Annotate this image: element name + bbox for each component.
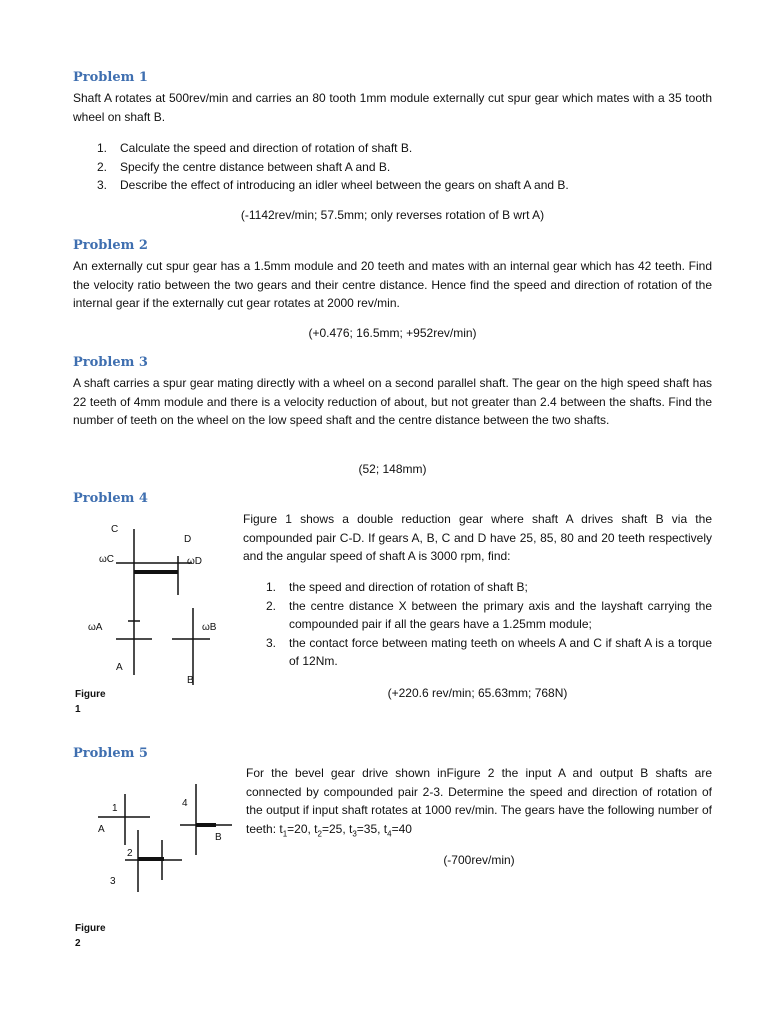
figure-1-caption: Figure 1 [75, 689, 106, 715]
figure-2-bevel-gear-diagram [90, 780, 240, 905]
problem-5-title: Problem 5 [73, 746, 148, 761]
label-b: B [215, 832, 222, 843]
problem-1-text: Shaft A rotates at 500rev/min and carries an 80 tooth 1mm module externally cut spur gear which mates with a 35 tooth wheel on shaft B. [73, 91, 712, 124]
problem-3-answer: (52; 148mm) [358, 462, 427, 476]
label-2: 2 [127, 848, 133, 859]
figure-2-caption: Figure 2 [75, 923, 106, 949]
compound-shaft-cd [134, 570, 178, 574]
label-omega-c: ωC [99, 554, 115, 565]
problem-5-answer: (-700rev/min) [443, 853, 515, 867]
problem-1-answer: (-1142rev/min; 57.5mm; only reverses rotation of B wrt A) [240, 208, 545, 222]
compound-shaft-23 [138, 857, 164, 861]
list-item: 1. the speed and direction of rotation of shaft B; [266, 580, 528, 594]
problem-4-title: Problem 4 [73, 491, 148, 506]
label-a: A [98, 824, 105, 835]
figure-1-gear-diagram [80, 515, 230, 690]
problem-2-text: An externally cut spur gear has a 1.5mm module and 20 teeth and mates with an internal gear which has 42 teeth. Find the velocity ratio between the two gears and their centre distance. Hence find the speed and direction of rotation of the internal gear if the externally cut gear rotates at 2000 rev/min. [73, 259, 712, 310]
label-b: B [187, 675, 194, 686]
list-item: 3. Describe the effect of introducing an idler wheel between the gears on shaft A and B. [97, 178, 569, 192]
list-item: 3. the contact force between mating teeth on wheels A and C if shaft A is a torque of 12Nm. [266, 635, 712, 668]
label-omega-b: ωB [202, 622, 217, 633]
problem-2-answer: (+0.476; 16.5mm; +952rev/min) [308, 326, 477, 340]
list-item: 1. Calculate the speed and direction of rotation of shaft B. [97, 141, 413, 155]
label-1: 1 [112, 803, 118, 814]
problem-3-title: Problem 3 [73, 355, 148, 370]
label-omega-a: ωA [88, 622, 103, 633]
problem-1-list [97, 139, 717, 195]
label-4: 4 [182, 798, 188, 809]
label-a: A [116, 662, 123, 673]
label-c: C [111, 524, 119, 535]
label-3: 3 [110, 876, 116, 887]
label-d: D [184, 534, 192, 545]
problem-5-text: For the bevel gear drive shown inFigure 2 the input A and output B shafts are connected by compounded pair 2-3. Determine the speed and direction of rotation of the output if input shaft rotates at 1000 rev/min. The gears have the following number of teeth: $t_1=20$, $t_2=25$, $t_3=35$, $t_4=40$ [246, 766, 712, 838]
problem-1-title: Problem 1 [73, 70, 148, 85]
problem-3-text: A shaft carries a spur gear mating directly with a wheel on a second parallel shaft. The gear on the high speed shaft has 22 teeth of 4mm module and there is a velocity reduction of about, but not greater than 2.4 between the shafts. Find the number of teeth on the wheel on the low speed shaft and the centre distance between the two shafts. [73, 376, 712, 427]
shaft-b-bar [196, 823, 216, 827]
problem-4-text: Figure 1 shows a double reduction gear where shaft A drives shaft B via the compounded pair C-D. If gears A, B, C and D have 25, 85, 80 and 20 teeth respectively and the angular speed of shaft A is 3000 rpm, find: [243, 512, 712, 563]
problem-2-title: Problem 2 [73, 238, 148, 253]
problem-4-answer: (+220.6 rev/min; 65.63mm; 768N) [387, 686, 568, 700]
list-item: 2. the centre distance X between the primary axis and the layshaft carrying the compounded pair if all the gears have a 1.25mm module; [266, 598, 712, 631]
label-omega-d: ωD [187, 556, 203, 567]
list-item: 2. Specify the centre distance between shaft A and B. [97, 159, 391, 174]
problem-4-list [266, 578, 712, 671]
